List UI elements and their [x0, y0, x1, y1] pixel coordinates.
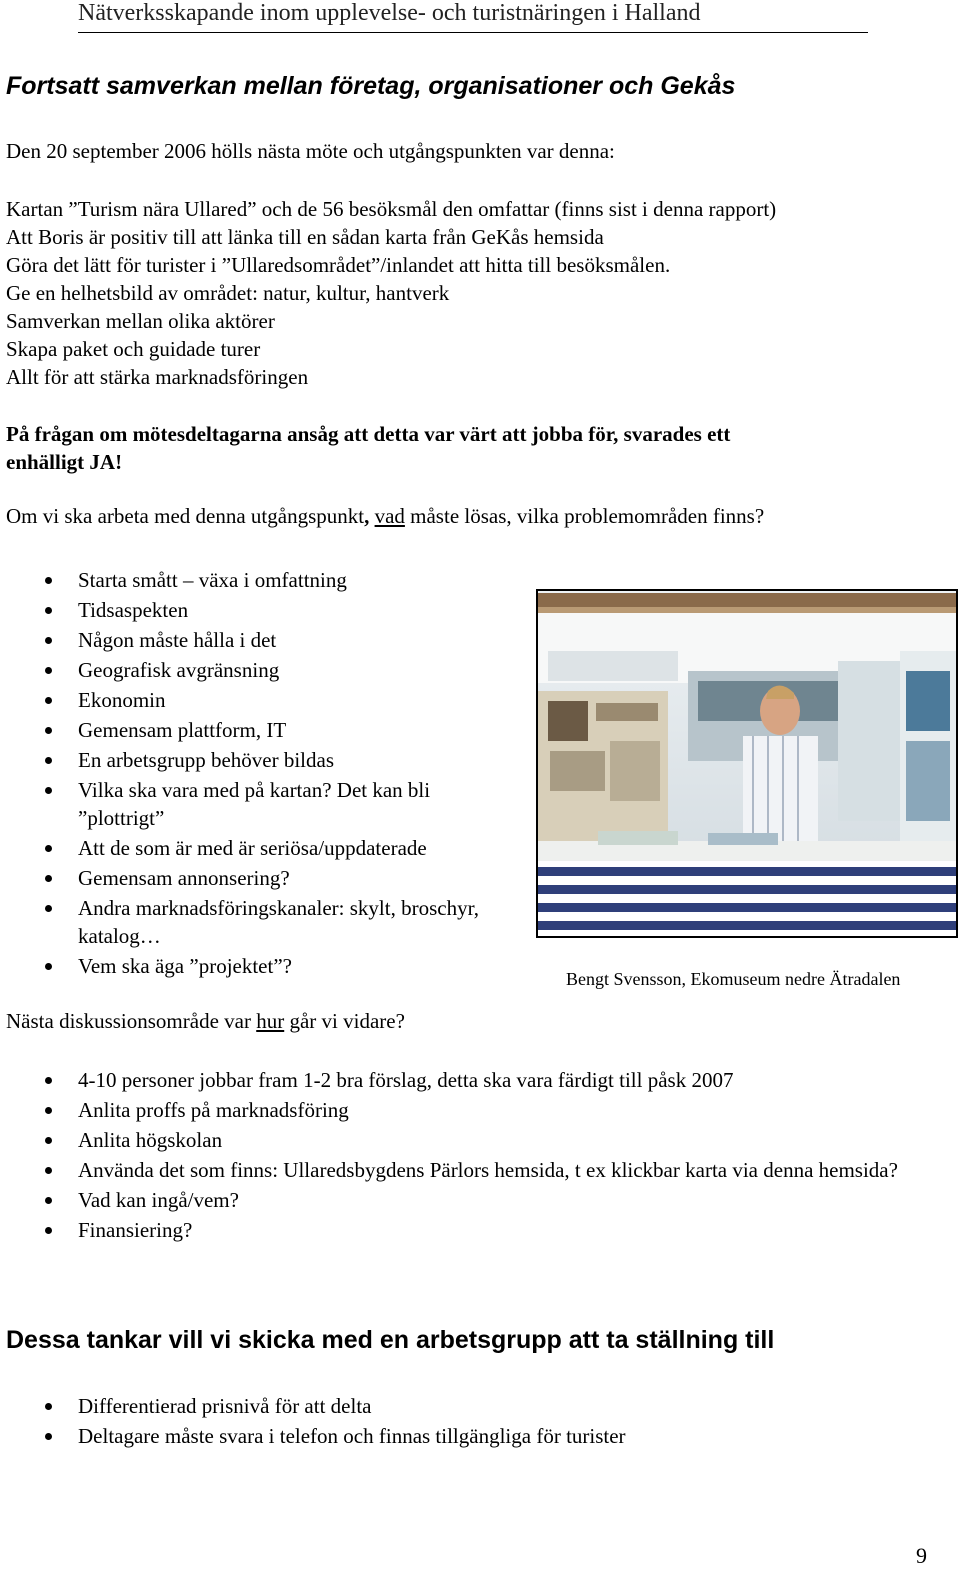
point-line: Kartan ”Turism nära Ullared” och de 56 besöksmål den omfattar (finns sist i denna rapport) [6, 197, 777, 221]
points-block [6, 195, 776, 391]
question-paragraph [6, 504, 764, 529]
bullet-icon [45, 697, 52, 704]
answer-line: På frågan om mötesdeltagarna ansåg att detta var värt att jobba för, svarades ett [6, 422, 731, 446]
bullet-icon [45, 1137, 52, 1144]
list-item: Att de som är med är seriösa/uppdaterade [6, 834, 506, 862]
next-list [6, 1066, 906, 1246]
question-text-rest: måste lösas, vilka problemområden finns? [410, 504, 765, 528]
list-item: Anlita proffs på marknadsföring [6, 1096, 906, 1124]
next-text-rest: går vi vidare? [289, 1009, 405, 1033]
list-item: Differentierad prisnivå för att delta [6, 1392, 906, 1420]
section2-list [6, 1392, 906, 1452]
page-number: 9 [916, 1543, 927, 1568]
bullet-icon [45, 727, 52, 734]
point-line: Att Boris är positiv till att länka till en sådan karta från GeKås hemsida [6, 225, 604, 249]
list-item: Använda det som finns: Ullaredsbygdens Pärlors hemsida, t ex klickbar karta via denna hemsida? [6, 1156, 906, 1184]
next-text: Nästa diskussionsområde var [6, 1009, 251, 1033]
photo-caption: Bengt Svensson, Ekomuseum nedre Ätradalen [566, 969, 901, 989]
bullet-icon [45, 845, 52, 852]
list-item: Vad kan ingå/vem? [6, 1186, 906, 1214]
point-line: Ge en helhetsbild av området: natur, kultur, hantverk [6, 281, 450, 305]
list-item: Tidsaspekten [6, 596, 506, 624]
list-item: Anlita högskolan [6, 1126, 906, 1154]
header-rule [78, 32, 868, 33]
photo-illustration [538, 591, 956, 936]
list-item: Deltagare måste svara i telefon och finnas tillgängliga för turister [6, 1422, 906, 1450]
bullet-icon [45, 1403, 52, 1410]
bullet-icon [45, 905, 52, 912]
bullet-icon [45, 1167, 52, 1174]
list-item: Geografisk avgränsning [6, 656, 506, 684]
problem-list [6, 566, 506, 982]
running-header: Nätverksskapande inom upplevelse- och turistnäringen i Halland [78, 0, 701, 26]
list-item: Vilka ska vara med på kartan? Det kan bli ”plottrigt” [6, 776, 506, 832]
bullet-icon [45, 1107, 52, 1114]
list-item: Vem ska äga ”projektet”? [6, 952, 506, 980]
bullet-icon [45, 1433, 52, 1440]
bullet-icon [45, 667, 52, 674]
point-line: Göra det lätt för turister i ”Ullaredsområdet”/inlandet att hitta till besöksmålen. [6, 253, 671, 277]
point-line: Samverkan mellan olika aktörer [6, 309, 275, 333]
question-text: Om vi ska arbeta med denna utgångspunkt [6, 504, 365, 528]
next-paragraph [6, 1009, 405, 1034]
list-item: 4-10 personer jobbar fram 1-2 bra förslag, detta ska vara färdigt till påsk 2007 [6, 1066, 906, 1094]
answer-line: enhälligt JA! [6, 450, 123, 474]
question-comma: , [364, 504, 370, 528]
list-item: Ekonomin [6, 686, 506, 714]
bullet-icon [45, 1227, 52, 1234]
bullet-icon [45, 875, 52, 882]
bullet-icon [45, 1077, 52, 1084]
point-line: Skapa paket och guidade turer [6, 337, 261, 361]
bullet-icon [45, 963, 52, 970]
exhibition-photo [536, 589, 958, 938]
bullet-icon [45, 577, 52, 584]
section-heading: Fortsatt samverkan mellan företag, organisationer och Gekås [6, 72, 736, 100]
next-underlined: hur [256, 1009, 285, 1033]
bullet-icon [45, 637, 52, 644]
list-item: Starta smått – växa i omfattning [6, 566, 506, 594]
list-item: Gemensam plattform, IT [6, 716, 506, 744]
question-underlined: vad [374, 504, 405, 528]
list-item: Finansiering? [6, 1216, 906, 1244]
bullet-icon [45, 787, 52, 794]
list-item: En arbetsgrupp behöver bildas [6, 746, 506, 774]
point-line: Allt för att stärka marknadsföringen [6, 365, 309, 389]
section-heading-2: Dessa tankar vill vi skicka med en arbetsgrupp att ta ställning till [6, 1326, 775, 1354]
answer-paragraph [6, 420, 730, 476]
bullet-icon [45, 757, 52, 764]
bullet-icon [45, 607, 52, 614]
bullet-icon [45, 1197, 52, 1204]
list-item: Gemensam annonsering? [6, 864, 506, 892]
list-item: Någon måste hålla i det [6, 626, 506, 654]
list-item: Andra marknadsföringskanaler: skylt, broschyr, katalog… [6, 894, 506, 950]
intro-paragraph: Den 20 september 2006 hölls nästa möte och utgångspunkten var denna: [6, 139, 615, 163]
